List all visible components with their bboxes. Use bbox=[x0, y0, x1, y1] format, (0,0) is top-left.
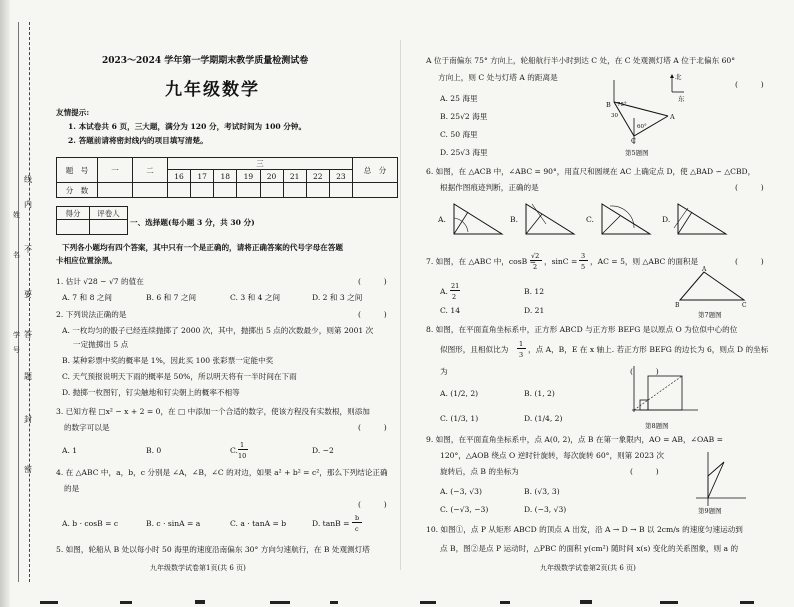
question-5-cont: 方向上，则 C 处与灯塔 A 的距离是 bbox=[438, 73, 558, 82]
question-4-cont: 的是 bbox=[64, 484, 80, 493]
angle-label: 30 bbox=[611, 113, 618, 119]
option-c: C. 14 bbox=[440, 306, 461, 315]
point-a-label: A bbox=[702, 266, 707, 273]
fraction-denominator: c bbox=[355, 525, 359, 533]
option-a-figure bbox=[448, 198, 506, 238]
answer-paren[interactable]: ( ) bbox=[358, 310, 387, 319]
fraction-denominator: 10 bbox=[238, 452, 247, 460]
option-b: B. (√3, 3) bbox=[524, 487, 560, 496]
exam-title: 2023～2024 学年第一学期期末教学质量检测试卷 bbox=[102, 56, 309, 66]
page-footer: 九年级数学试卷第1页(共 6 页) bbox=[150, 564, 246, 572]
option-c: C. bbox=[230, 446, 238, 455]
question-6: 6. 如图，在 △ACB 中，∠ABC = 90°，用直尺和圆规在 AC 上确定点 D，使 △BAD ∽ △CBD， bbox=[426, 167, 756, 176]
option-d: D. 21 bbox=[524, 306, 545, 315]
answer-paren[interactable]: ( ) bbox=[358, 423, 387, 432]
score-cell[interactable] bbox=[260, 183, 283, 198]
figure-caption: 第7题图 bbox=[698, 311, 722, 319]
option-d: D. (1/4, 2) bbox=[524, 414, 563, 423]
margin-char: 姓 bbox=[13, 211, 20, 219]
question-4: 4. 在 △ABC 中，a，b，c 分别是 ∠A，∠B，∠C 的对边，如果 a² + b² = c²，那么下列结论正确 bbox=[56, 468, 388, 477]
grader-cell[interactable] bbox=[57, 220, 90, 235]
question-5-cont: A 位于南偏东 75° 方向上，轮船航行半小时到达 C 处，在 C 处观测灯塔 A 位于北偏东 60° bbox=[426, 56, 736, 65]
figure-caption: 第5题图 bbox=[625, 149, 649, 157]
option-a: A. 7 和 8 之间 bbox=[62, 293, 112, 302]
answer-paren[interactable]: ( ) bbox=[630, 367, 659, 376]
figure-7 bbox=[674, 268, 750, 308]
option-b: B. 25√2 海里 bbox=[440, 112, 488, 121]
score-cell[interactable] bbox=[237, 183, 260, 198]
question-7-mid: ，sinC = bbox=[544, 257, 578, 266]
question-3: 3. 已知方程 □x² − x + 2 = 0，在 □ 中添加一个合适的数字，使该方程没有实数根，则添加 bbox=[56, 407, 370, 416]
binding-margin bbox=[0, 0, 34, 607]
option-b: B. 0 bbox=[146, 446, 162, 455]
fraction-bar bbox=[530, 260, 542, 261]
score-sub-col: 18 bbox=[214, 170, 237, 183]
fraction-numerator: 3 bbox=[581, 252, 586, 260]
subject-title: 九年级数学 bbox=[165, 80, 260, 100]
score-col-header: 一 bbox=[98, 158, 133, 183]
option-b: B. (1, 2) bbox=[524, 389, 555, 398]
question-1: 1. 估计 √28 − √7 的值在 bbox=[56, 277, 144, 286]
option-c: C. 50 海里 bbox=[440, 130, 478, 139]
score-sub-col: 22 bbox=[306, 170, 329, 183]
fraction-bar bbox=[238, 449, 248, 450]
fraction-denominator: 2 bbox=[452, 293, 457, 301]
option-c: C. a · tanA = b bbox=[230, 519, 287, 528]
score-sub-col: 19 bbox=[237, 170, 260, 183]
score-sub-col: 17 bbox=[191, 170, 214, 183]
question-10-cont: 点 B，图②是点 P 运动时，△PBC 的面积 y(cm²) 随时间 x(s) 变化的关系图象，则 a 的 bbox=[440, 544, 739, 553]
point-b-label: B bbox=[606, 101, 611, 109]
option-b: B. 6 和 7 之间 bbox=[146, 293, 197, 302]
question-2: 2. 下列说法正确的是 bbox=[56, 310, 127, 319]
score-cell[interactable] bbox=[98, 183, 133, 198]
score-col-header: 总 分 bbox=[353, 158, 398, 183]
option-c: C. (−√3, −3) bbox=[440, 505, 489, 514]
option-a: A. 一枚均匀的骰子已经连续抛掷了 2000 次，其中，抛掷出 5 点的次数最少，则第 2001 次 bbox=[62, 326, 374, 335]
notice-line: 2. 答题前请将密封线内的项目填写清楚。 bbox=[68, 136, 208, 145]
option-b: B. bbox=[510, 215, 518, 224]
score-cell[interactable] bbox=[353, 183, 398, 198]
question-3-cont: 的数字可以是 bbox=[64, 423, 110, 432]
option-b: B. 某种彩票中奖的概率是 1%，因此买 100 张彩票一定能中奖 bbox=[62, 356, 274, 365]
answer-paren[interactable]: ( ) bbox=[735, 183, 764, 192]
cut-line bbox=[29, 22, 30, 582]
bleed-marks bbox=[0, 597, 794, 607]
option-d: D. tanB = bbox=[312, 519, 350, 528]
score-cell[interactable] bbox=[133, 183, 168, 198]
score-sub-col: 20 bbox=[260, 170, 283, 183]
option-c: C. bbox=[586, 215, 594, 224]
fraction-bar bbox=[517, 348, 526, 349]
option-a: A. bbox=[438, 215, 446, 224]
north-label: 北 bbox=[675, 73, 682, 81]
margin-char: 号 bbox=[13, 346, 20, 354]
option-a: A. (1/2, 2) bbox=[440, 389, 479, 398]
question-7-post: ，AC = 5，则 △ABC 的面积是 bbox=[590, 257, 699, 266]
east-label: 东 bbox=[678, 95, 685, 103]
score-col-header: 三 bbox=[168, 158, 353, 170]
option-a-cont: 一定抛掷出 5 点 bbox=[73, 340, 129, 349]
angle-label: 60° bbox=[637, 124, 647, 130]
fraction-bar bbox=[579, 260, 588, 261]
score-cell[interactable] bbox=[214, 183, 237, 198]
grader-score-label: 得分 bbox=[57, 207, 90, 220]
figure-9 bbox=[690, 448, 750, 508]
option-a: A. (−3, √3) bbox=[440, 487, 482, 496]
fraction-numerator: 1 bbox=[240, 441, 245, 449]
option-d: D. −2 bbox=[312, 446, 334, 455]
question-9: 9. 如图，在平面直角坐标系中，点 A(0, 2)，点 B 在第一象限内，AO = AB，∠OAB = bbox=[426, 435, 724, 444]
grader-cell[interactable] bbox=[90, 220, 128, 235]
answer-paren[interactable]: ( ) bbox=[630, 467, 659, 476]
option-a: A. b · cosB = c bbox=[62, 519, 119, 528]
option-d: D. 25√3 海里 bbox=[440, 148, 488, 157]
option-a: A. 25 海里 bbox=[440, 94, 478, 103]
question-8-cont: 为 bbox=[440, 367, 448, 376]
option-b: B. c · sinA = a bbox=[146, 519, 201, 528]
option-d: D. 抛掷一枚图钉，钉尖触地和钉尖朝上的概率不相等 bbox=[62, 388, 240, 397]
page-footer: 九年级数学试卷第2页(共 6 页) bbox=[540, 564, 636, 572]
seal-line bbox=[18, 22, 19, 582]
margin-char: 线 bbox=[24, 175, 32, 184]
answer-paren[interactable]: ( ) bbox=[358, 277, 387, 286]
margin-char: 封 bbox=[24, 415, 32, 424]
option-c-figure bbox=[596, 198, 654, 238]
option-d: D. (−3, √3) bbox=[524, 505, 567, 514]
margin-char: 学 bbox=[13, 331, 20, 339]
option-c: C. 天气预报说明天下雨的概率是 50%，所以明天将有一半时间在下雨 bbox=[62, 372, 297, 381]
question-8-cont: ，点 A，B，E 在 x 轴上. 若正方形 BEFG 的边长为 6，则点 D 的坐标 bbox=[528, 345, 769, 354]
margin-char: 密 bbox=[24, 465, 32, 474]
option-d-figure bbox=[672, 198, 730, 238]
fraction-denominator: 5 bbox=[581, 263, 586, 271]
angle-label: 75° bbox=[617, 102, 627, 108]
notice-heading: 友情提示: bbox=[56, 108, 90, 117]
score-row-label: 分 数 bbox=[57, 183, 98, 198]
fraction-bar bbox=[450, 290, 460, 291]
option-a: A. 1 bbox=[62, 446, 78, 455]
margin-char: 题 bbox=[24, 372, 32, 381]
question-7: 7. 如图，在 △ABC 中，cosB = bbox=[426, 257, 536, 266]
option-c: C. (1/3, 1) bbox=[440, 414, 479, 423]
question-6-cont: 根据作图痕迹判断，正确的是 bbox=[440, 183, 539, 192]
section-heading: 一、选择题(每小题 3 分，共 30 分) bbox=[130, 218, 255, 227]
grader-name-label: 评卷人 bbox=[90, 207, 128, 220]
question-9-cont: 120°，△AOB 绕点 O 逆时针旋转，每次旋转 60°，则第 2023 次 bbox=[440, 451, 665, 460]
answer-paren[interactable]: ( ) bbox=[735, 80, 764, 89]
score-cell[interactable] bbox=[329, 183, 352, 198]
grader-table bbox=[56, 206, 128, 235]
score-table bbox=[56, 157, 398, 198]
answer-paren[interactable]: ( ) bbox=[735, 257, 764, 266]
point-a-label: A bbox=[670, 113, 675, 121]
option-c: C. 3 和 4 之间 bbox=[230, 293, 281, 302]
margin-char: 内 bbox=[24, 200, 32, 209]
score-row-label: 题 号 bbox=[57, 158, 98, 183]
answer-paren[interactable]: ( ) bbox=[358, 500, 387, 509]
figure-caption: 第9题图 bbox=[698, 507, 722, 515]
question-10: 10. 如图①，点 P 从矩形 ABCD 的顶点 A 出发，沿 A → D → B 以 2cm/s 的速度匀速运动到 bbox=[426, 525, 743, 534]
score-cell[interactable] bbox=[191, 183, 214, 198]
figure-8 bbox=[626, 362, 702, 416]
question-9-cont: 旋转后，点 B 的坐标为 bbox=[440, 467, 519, 476]
score-sub-col: 16 bbox=[168, 170, 191, 183]
fraction-numerator: 21 bbox=[451, 282, 460, 290]
margin-char: 不 bbox=[24, 245, 32, 254]
question-5: 5. 如图，轮船从 B 处以每小时 50 海里的速度沿南偏东 30° 方向匀速航行，在 B 处观测灯塔 bbox=[56, 545, 370, 554]
margin-char: 要 bbox=[24, 290, 32, 299]
fraction-denominator: 3 bbox=[519, 351, 524, 359]
score-cell[interactable] bbox=[283, 183, 306, 198]
point-c-label: C bbox=[742, 302, 747, 309]
question-8: 8. 如图，在平面直角坐标系中，正方形 ABCD 与正方形 BEFG 是以原点 O 为位似中心的位 bbox=[426, 325, 738, 334]
option-b: B. 12 bbox=[524, 287, 545, 296]
margin-char: 答 bbox=[24, 330, 32, 339]
page-gutter bbox=[400, 40, 401, 570]
figure-caption: 第8题图 bbox=[645, 422, 669, 430]
point-c-label: C bbox=[631, 137, 636, 145]
option-b-figure bbox=[520, 198, 578, 238]
point-b-label: B bbox=[675, 302, 680, 309]
section-intro: 卡相应位置涂黑。 bbox=[56, 256, 117, 265]
option-a: A. bbox=[440, 287, 448, 296]
option-d: D. 2 和 3 之间 bbox=[312, 293, 363, 302]
score-col-header: 二 bbox=[133, 158, 168, 183]
fraction-bar bbox=[352, 522, 362, 523]
fraction-numerator: √2 bbox=[531, 252, 540, 260]
notice-line: 1. 本试卷共 6 页，三大题，满分为 120 分，考试时间为 100 分钟。 bbox=[68, 122, 307, 131]
section-intro: 下列各小题均有四个答案，其中只有一个是正确的，请将正确答案的代号字母在答题 bbox=[62, 243, 343, 252]
score-sub-col: 21 bbox=[283, 170, 306, 183]
score-sub-col: 23 bbox=[329, 170, 352, 183]
score-cell[interactable] bbox=[306, 183, 329, 198]
score-cell[interactable] bbox=[168, 183, 191, 198]
fraction-denominator: 2 bbox=[533, 263, 538, 271]
option-d: D. bbox=[662, 215, 671, 224]
margin-char: 名 bbox=[13, 251, 20, 259]
fraction-numerator: 1 bbox=[519, 340, 524, 348]
fraction-numerator: b bbox=[355, 514, 360, 522]
question-8-cont: 似图形，且相似比为 bbox=[440, 345, 509, 354]
